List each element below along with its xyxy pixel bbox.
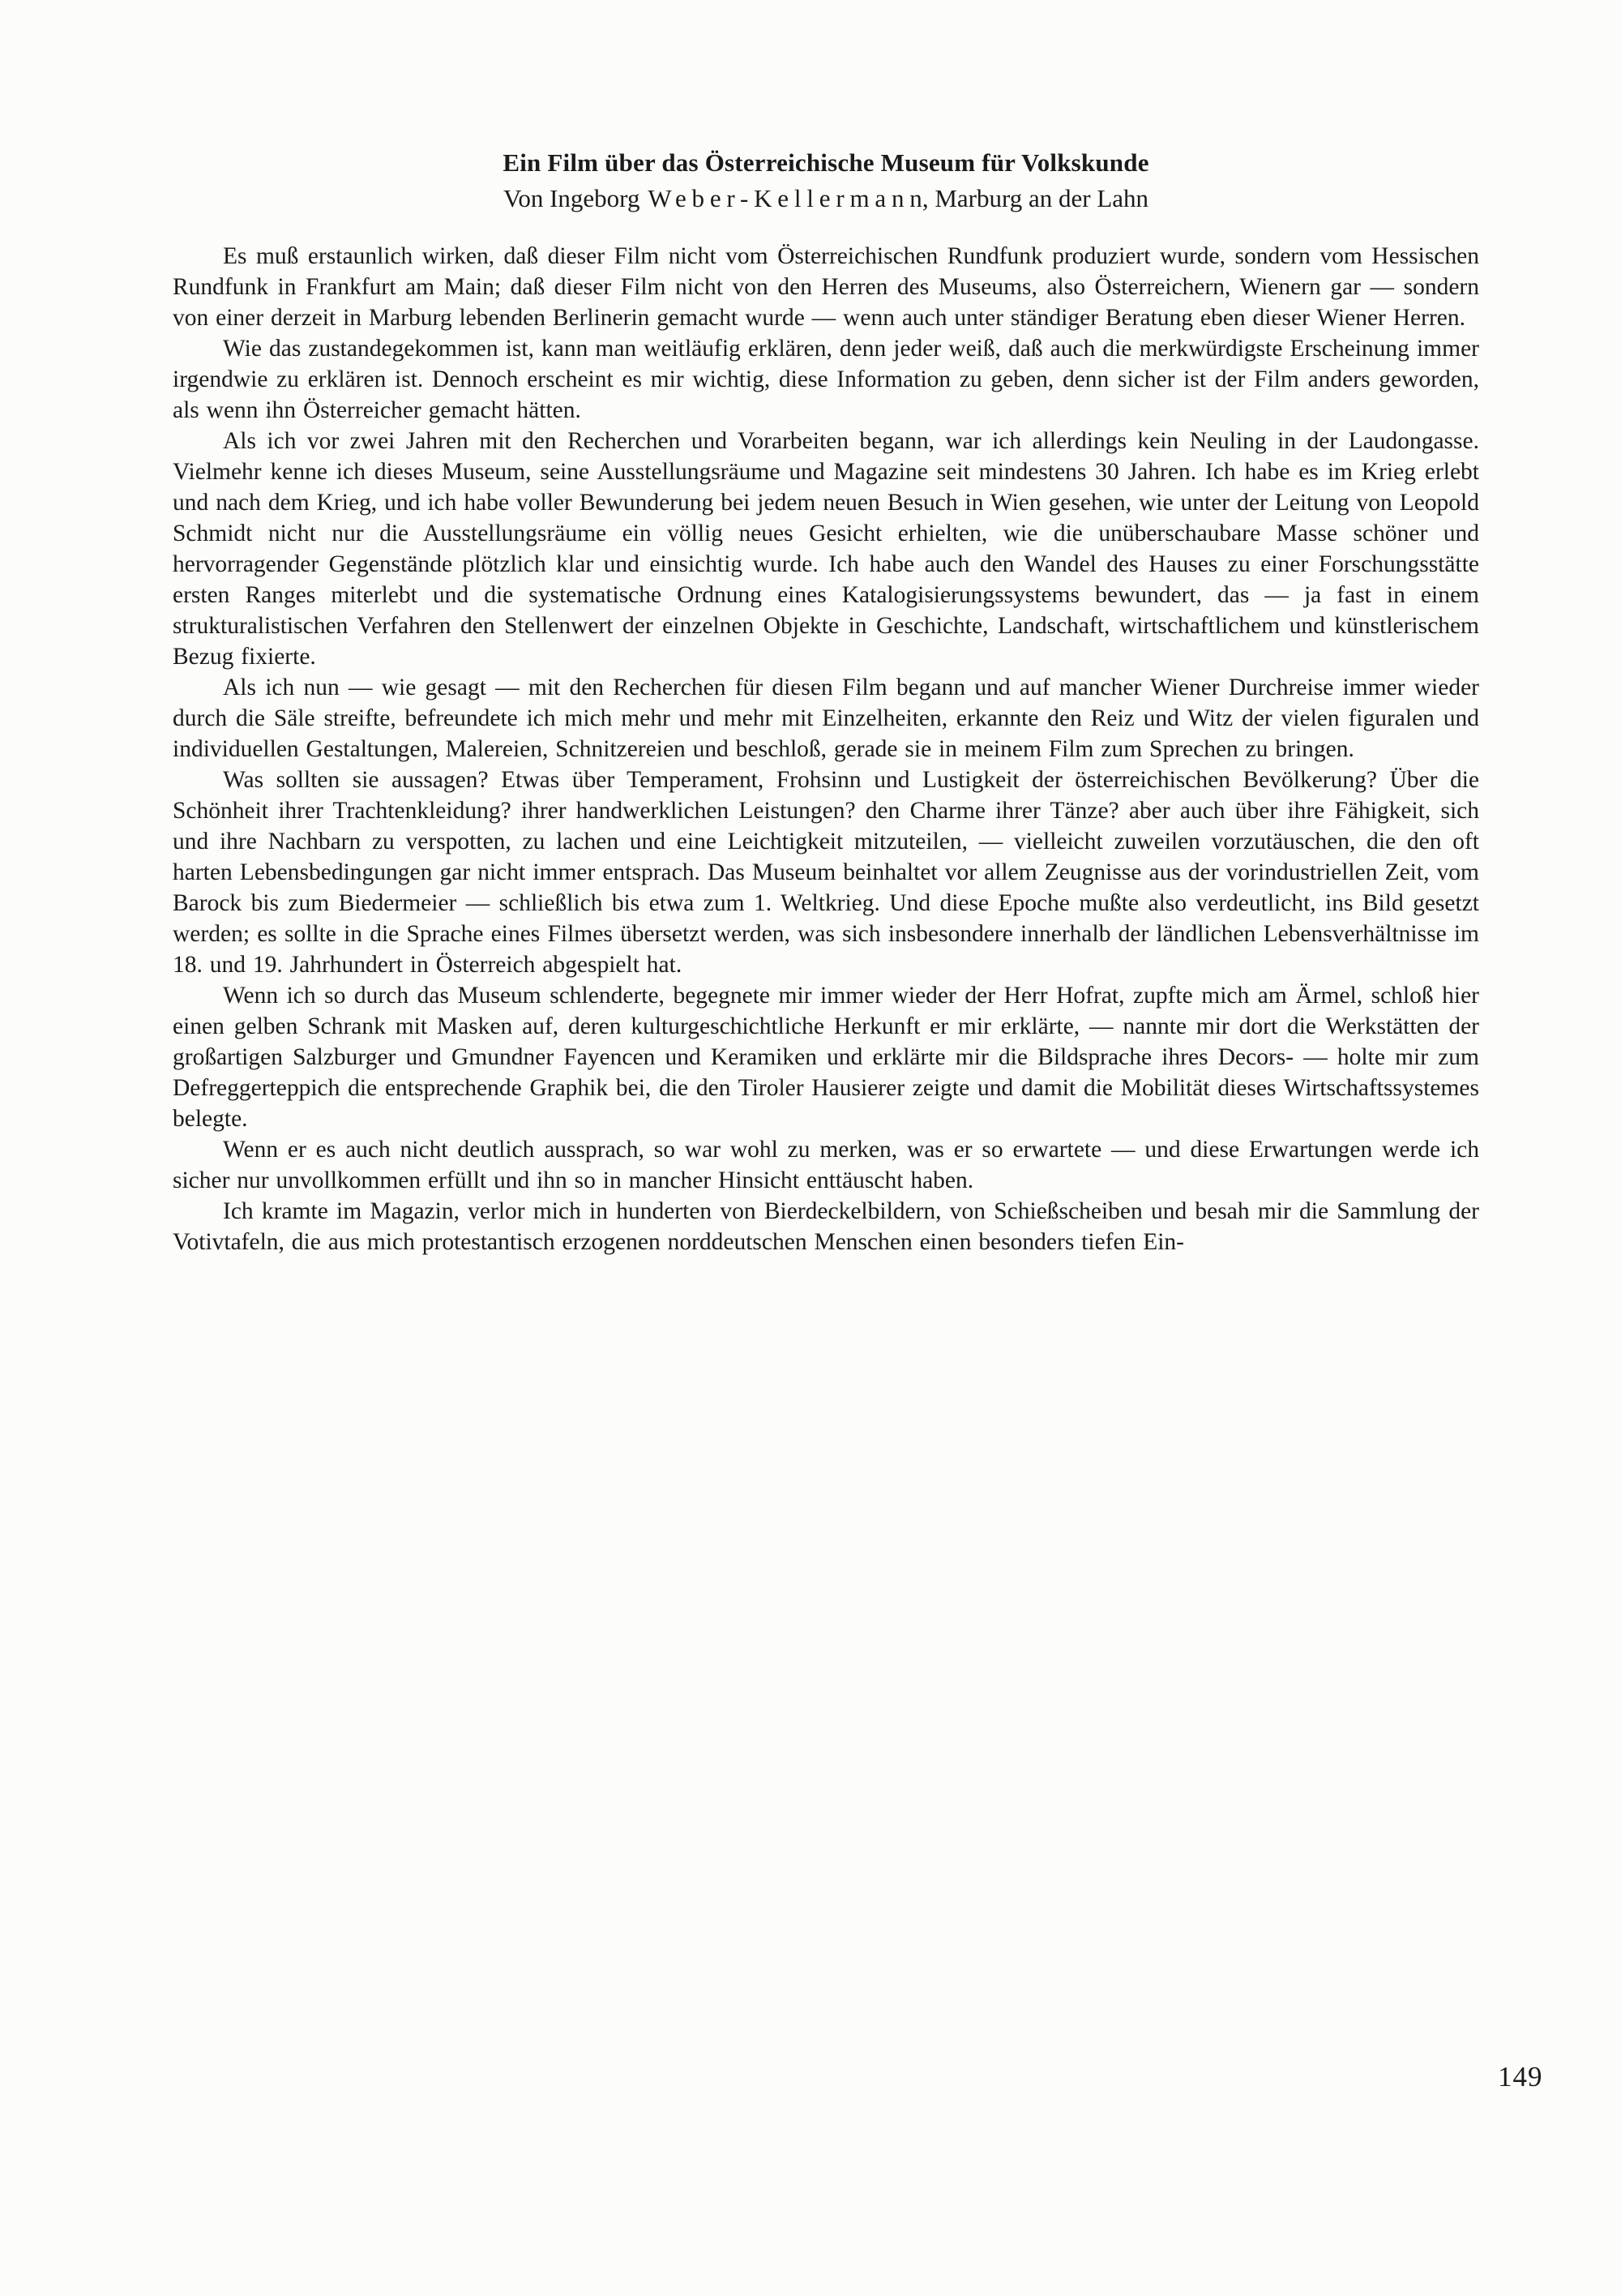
article-byline [173, 184, 1479, 213]
paragraph-2: Wie das zustandegekommen ist, kann man weitläufig erklären, denn jeder weiß, daß auch die merkwürdigste Erscheinung immer irgendwie zu erklären ist. Dennoch erscheint es mir wichtig, diese Information zu geben, denn sicher ist der Film anders geworden, als wenn ihn Österreicher gemacht hätten. [173, 336, 1479, 423]
page-number: 149 [1498, 2061, 1543, 2093]
paragraph-3: Als ich vor zwei Jahren mit den Recherchen und Vorarbeiten begann, war ich allerdings kein Neuling in der Laudongasse. Vielmehr kenne ich dieses Museum, seine Ausstellungsräume und Magazine seit mindestens 30 Jahren. Ich habe es im Krieg erlebt und nach dem Krieg, und ich habe voller Bewunderung bei jedem neuen Besuch in Wien gesehen, wie unter der Leitung von Leopold Schmidt nicht nur die Ausstellungsräume ein völlig neues Gesicht erhielten, wie die unüberschaubare Masse schöner und hervorragender Gegenstände plötzlich klar und einsichtig wurde. Ich habe auch den Wandel des Hauses zu einer Forschungsstätte ersten Ranges miterlebt und die systematische Ordnung eines Katalogisierungssystems bewundert, das — ja fast in einem strukturalistischen Verfahren den Stellenwert der einzelnen Objekte in Geschichte, Landschaft, wirtschaftlichem und künstlerischem Bezug fixierte. [173, 428, 1479, 670]
paragraph-5: Was sollten sie aussagen? Etwas über Temperament, Frohsinn und Lustigkeit der österreichischen Bevölkerung? Über die Schönheit ihrer Trachtenkleidung? ihrer handwerklichen Leistungen? den Charme ihrer Tänze? aber auch über ihre Fähigkeit, sich und ihre Nachbarn zu verspotten, zu lachen und eine Leichtigkeit mitzuteilen, — vielleicht zuweilen vorzutäuschen, die den oft harten Lebensbedingungen gar nicht immer entsprach. Das Museum beinhaltet vor allem Zeugnisse aus der vorindustriellen Zeit, vom Barock bis zum Biedermeier — schließlich bis etwa zum 1. Weltkrieg. Und diese Epoche mußte also verdeutlicht, ins Bild gesetzt werden; es sollte in die Sprache eines Filmes übersetzt werden, was sich insbesondere innerhalb der ländlichen Lebensverhältnisse im 18. und 19. Jahrhundert in Österreich abgespielt hat. [173, 767, 1479, 978]
paragraph-4: Als ich nun — wie gesagt — mit den Recherchen für diesen Film begann und auf mancher Wiener Durchreise immer wieder durch die Säle streifte, befreundete ich mich mehr und mehr mit Einzelheiten, erkannte den Reiz und Witz der vielen figuralen und individuellen Gestaltungen, Malereien, Schnitzereien und beschloß, gerade sie in meinem Film zum Sprechen zu bringen. [173, 675, 1479, 762]
text-block [173, 148, 1479, 1257]
paragraph-8: Ich kramte im Magazin, verlor mich in hunderten von Bierdeckelbildern, von Schießscheiben und besah mir die Sammlung der Votivtafeln, die aus mich protestantisch erzogenen norddeutschen Menschen einen besonders tiefen Ein- [173, 1198, 1479, 1255]
paragraph-6: Wenn ich so durch das Museum schlenderte, begegnete mir immer wieder der Herr Hofrat, zupfte mich am Ärmel, schloß hier einen gelben Schrank mit Masken auf, deren kulturgeschichtliche Herkunft er mir erklärte, — nannte mir dort die Werkstätten der großartigen Salzburger und Gmundner Fayencen und Keramiken und erklärte mir die Bildsprache ihres Decors- — holte mir zum Defreggerteppich die entsprechende Graphik bei, die den Tiroler Hausierer zeigte und damit die Mobilität dieses Wirtschaftssystemes belegte. [173, 983, 1479, 1132]
byline-author-name: Weber-Kellermann [648, 184, 928, 212]
byline-prefix: Von Ingeborg [503, 184, 640, 212]
paragraph-7: Wenn er es auch nicht deutlich aussprach, so war wohl zu merken, was er so erwartete — und diese Erwartungen werde ich sicher nur unvollkommen erfüllt und ihn so in mancher Hinsicht enttäuscht haben. [173, 1137, 1479, 1193]
article-title: Ein Film über das Österreichische Museum für Volkskunde [503, 148, 1149, 177]
paragraph-1: Es muß erstaunlich wirken, daß dieser Film nicht vom Österreichischen Rundfunk produziert wurde, sondern vom Hessischen Rundfunk in Frankfurt am Main; daß dieser Film nicht von den Herren des Museums, also Österreichern, Wienern gar — sondern von einer derzeit in Marburg lebenden Berlinerin gemacht wurde — wenn auch unter ständiger Beratung eben dieser Wiener Herren. [173, 243, 1479, 331]
byline-suffix: , Marburg an der Lahn [922, 184, 1149, 212]
